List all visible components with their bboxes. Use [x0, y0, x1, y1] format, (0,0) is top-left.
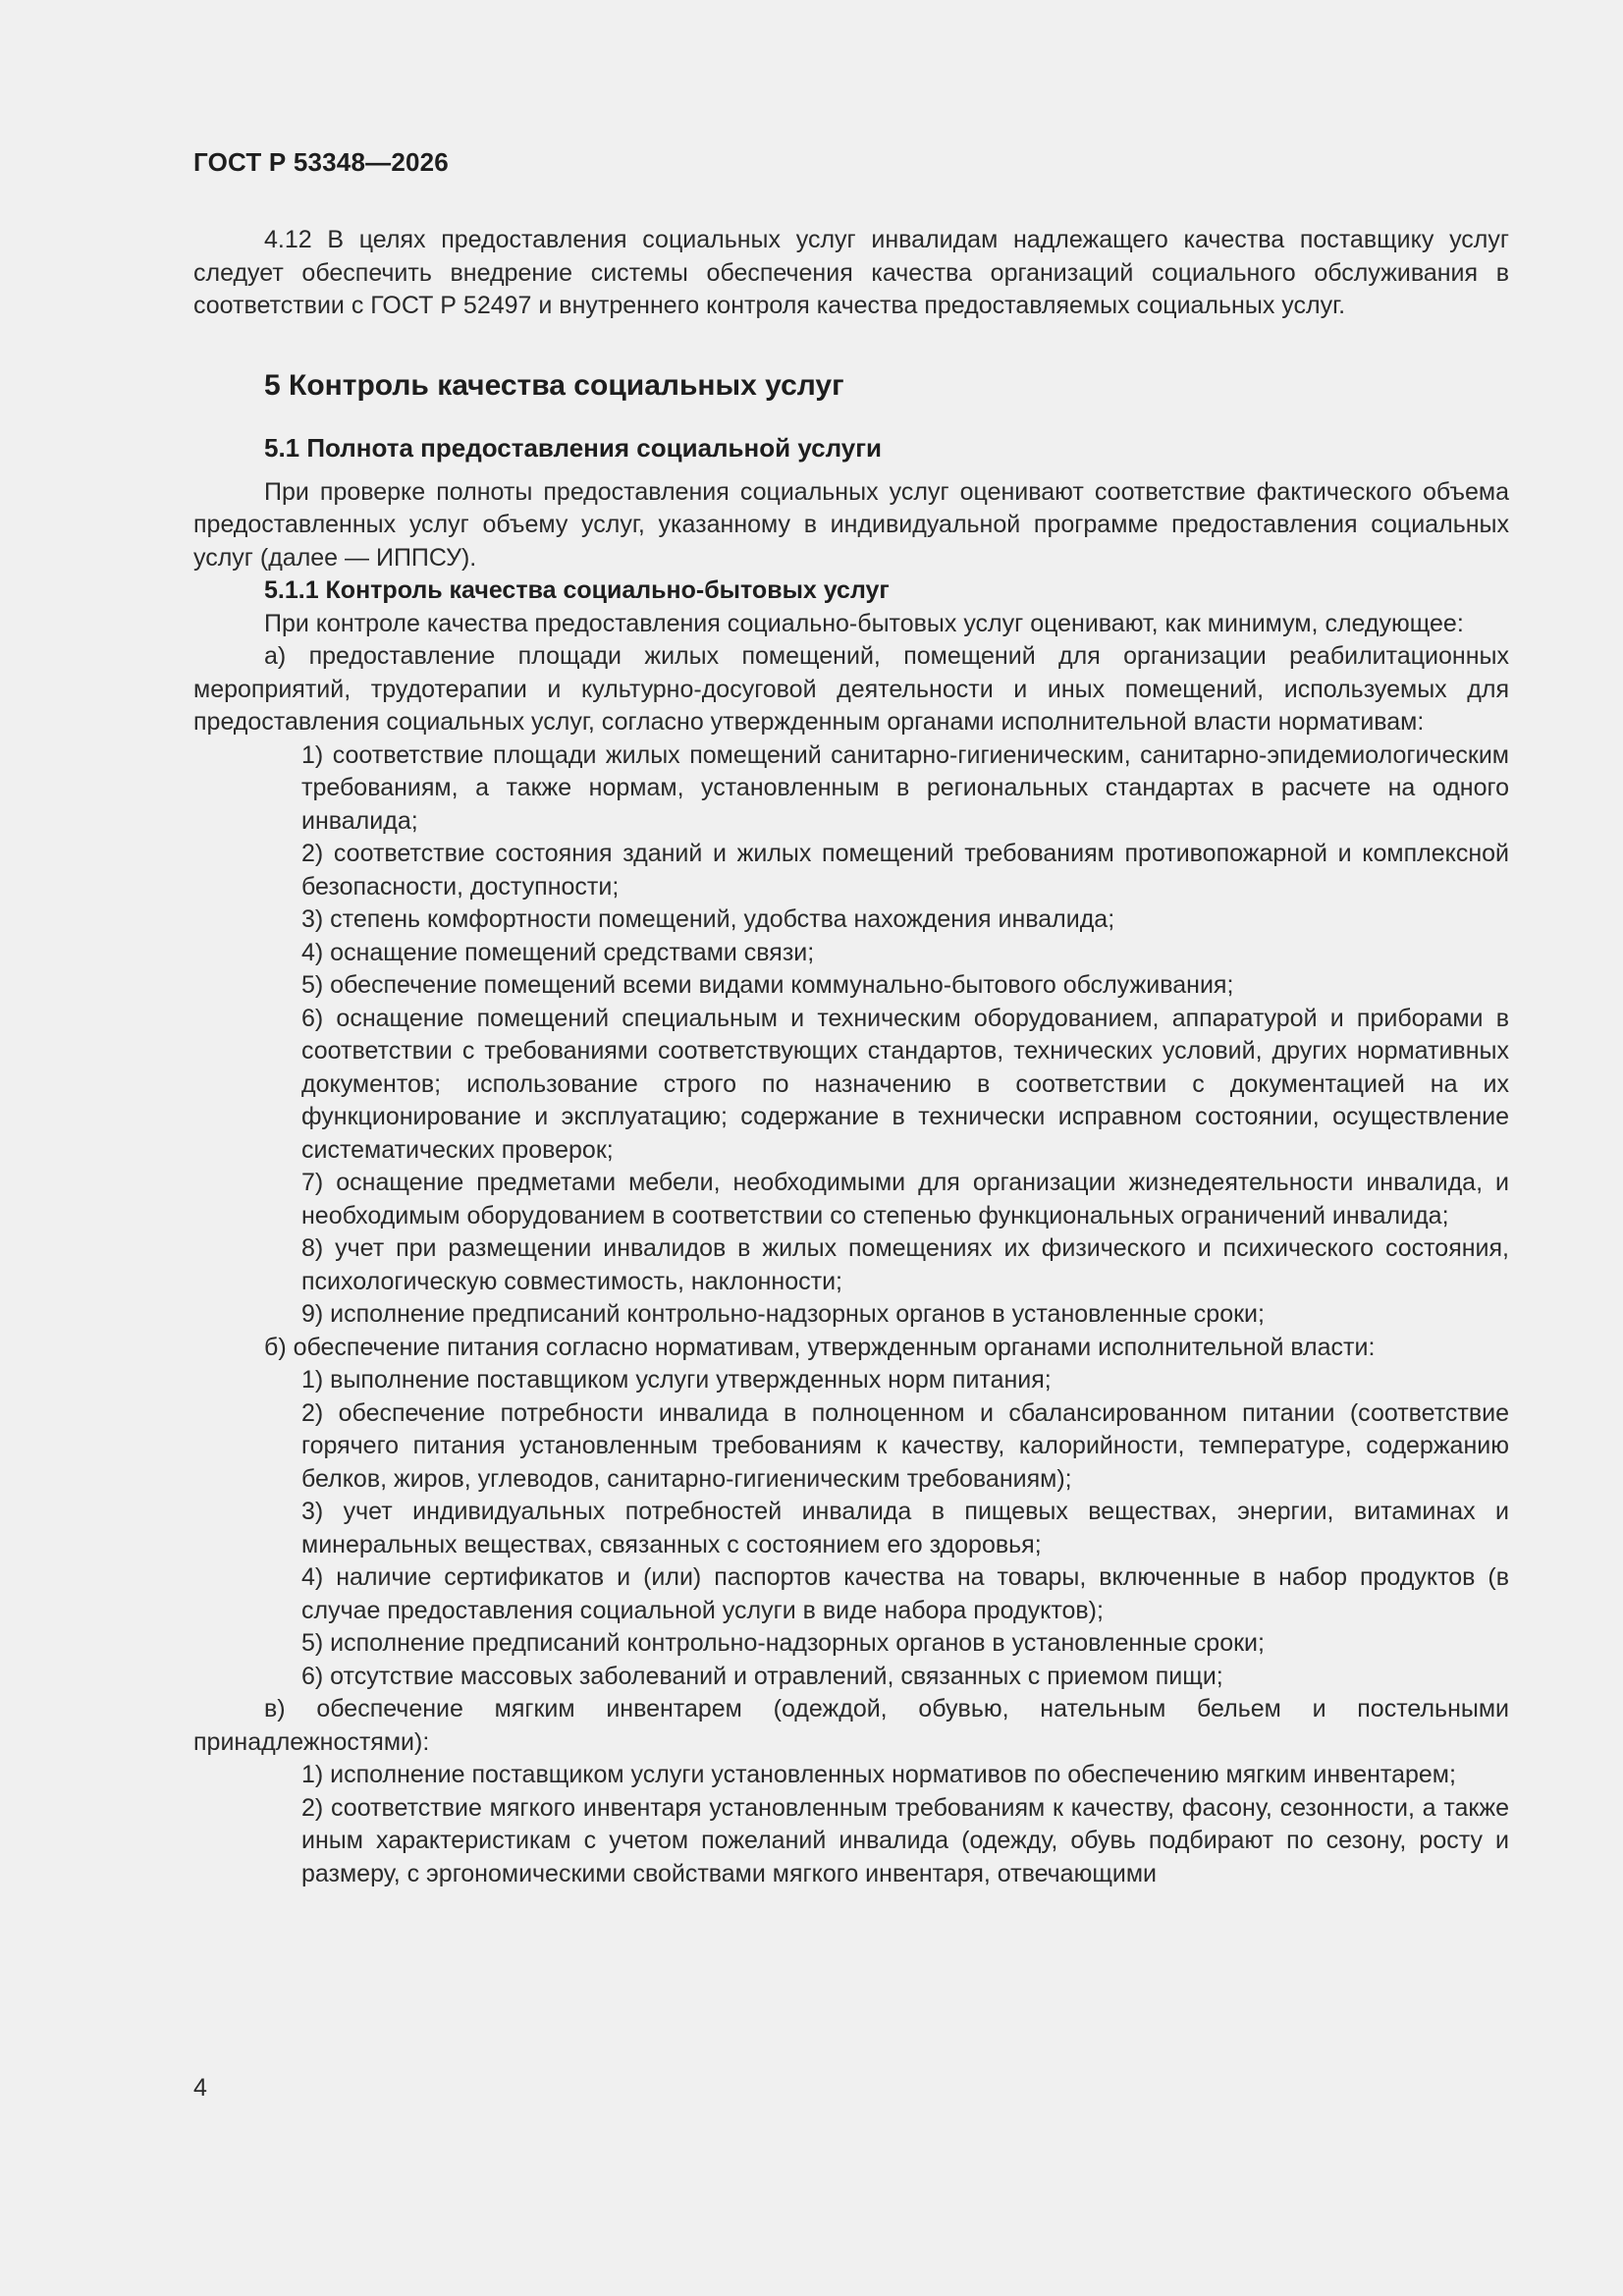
list-item-v: в) обеспечение мягким инвентарем (одеждой, обувью, нательным бельем и постельными принадлежностями):: [193, 1695, 1509, 1756]
list-item-a-2: 2) соответствие состояния зданий и жилых помещений требованиям противопожарной и комплексной безопасности, доступности;: [301, 840, 1509, 901]
list-item-a-3: 3) степень комфортности помещений, удобства нахождения инвалида;: [301, 905, 1115, 933]
section-5-1-1-title: 5.1.1 Контроль качества социально-бытовых услуг: [264, 576, 890, 604]
document-body: [193, 224, 1509, 1890]
section-5-1-text: При проверке полноты предоставления социальных услуг оценивают соответствие фактического объема предоставленных услуг объему услуг, указанному в индивидуальной программе предоставления социальных услуг (далее — ИППСУ).: [193, 477, 1509, 572]
document-header: ГОСТ Р 53348—2026: [193, 147, 449, 177]
list-item-a-6: 6) оснащение помещений специальным и техническим оборудованием, аппаратурой и приборами в соответствии с требованиями соответствующих стандартов, технических условий, других нормативных документов; использование строго по назначению в соответствии с документацией на их функционирование и эксплуатацию; содержание в технически исправном состоянии, осуществление систематических проверок;: [301, 1004, 1509, 1164]
list-item-b-2: 2) обеспечение потребности инвалида в полноценном и сбалансированном питании (соответствие горячего питания установленным требованиям к качеству, калорийности, температуре, содержанию белков, жиров, углеводов, санитарно-гигиеническим требованиям);: [301, 1398, 1509, 1493]
list-item-b: б) обеспечение питания согласно нормативам, утвержденным органами исполнительной власти:: [264, 1333, 1376, 1361]
list-item-a-7: 7) оснащение предметами мебели, необходимыми для организации жизнедеятельности инвалида, и необходимым оборудованием в соответствии со степенью функциональных ограничений инвалида;: [301, 1169, 1509, 1230]
list-item-b-3: 3) учет индивидуальных потребностей инвалида в пищевых веществах, энергии, витаминах и минеральных веществах, связанных с состоянием его здоровья;: [301, 1498, 1509, 1558]
list-item-b-6: 6) отсутствие массовых заболеваний и отравлений, связанных с приемом пищи;: [301, 1662, 1223, 1690]
list-item-a-1: 1) соответствие площади жилых помещений санитарно-гигиеническим, санитарно-эпидемиологическим требованиям, а также нормам, установленным в региональных стандартах в расчете на одного инвалида;: [301, 740, 1509, 835]
section-5-1-title: 5.1 Полнота предоставления социальной услуги: [264, 432, 883, 463]
list-item-b-1: 1) выполнение поставщиком услуги утвержденных норм питания;: [301, 1366, 1052, 1394]
paragraph-4-12: 4.12 В целях предоставления социальных услуг инвалидам надлежащего качества поставщику услуг следует обеспечить внедрение системы обеспечения качества организаций социального обслуживания в соответствии с ГОСТ Р 52497 и внутреннего контроля качества предоставляемых социальных услуг.: [193, 226, 1509, 319]
list-item-a: а) предоставление площади жилых помещений, помещений для организации реабилитационных мероприятий, трудотерапии и культурно-досуговой деятельности и иных помещений, используемых для предоставления социальных услуг, согласно утвержденным органами исполнительной власти нормативам:: [193, 642, 1509, 736]
list-item-a-5: 5) обеспечение помещений всеми видами коммунально-бытового обслуживания;: [301, 971, 1234, 999]
list-item-a-8: 8) учет при размещении инвалидов в жилых помещениях их физического и психического состояния, психологическую совместимость, наклонности;: [301, 1234, 1509, 1295]
list-item-a-4: 4) оснащение помещений средствами связи;: [301, 938, 815, 966]
section-5-1-1-intro: При контроле качества предоставления социально-бытовых услуг оценивают, как минимум, следующее:: [264, 609, 1464, 637]
list-item-v-2: 2) соответствие мягкого инвентаря установленным требованиям к качеству, фасону, сезонности, а также иным характеристикам с учетом пожеланий инвалида (одежду, обувь подбирают по сезону, росту и размеру, с эргономическими свойствами мягкого инвентаря, отвечающими: [301, 1793, 1509, 1887]
page-number: 4: [193, 2074, 207, 2102]
section-5-title: 5 Контроль качества социальных услуг: [264, 368, 844, 402]
list-item-b-5: 5) исполнение предписаний контрольно-надзорных органов в установленные сроки;: [301, 1629, 1265, 1657]
list-item-b-4: 4) наличие сертификатов и (или) паспортов качества на товары, включенные в набор продуктов (в случае предоставления социальной услуги в виде набора продуктов);: [301, 1563, 1509, 1624]
list-item-v-1: 1) исполнение поставщиком услуги установленных нормативов по обеспечению мягким инвентарем;: [301, 1761, 1456, 1788]
list-item-a-9: 9) исполнение предписаний контрольно-надзорных органов в установленные сроки;: [301, 1300, 1265, 1328]
